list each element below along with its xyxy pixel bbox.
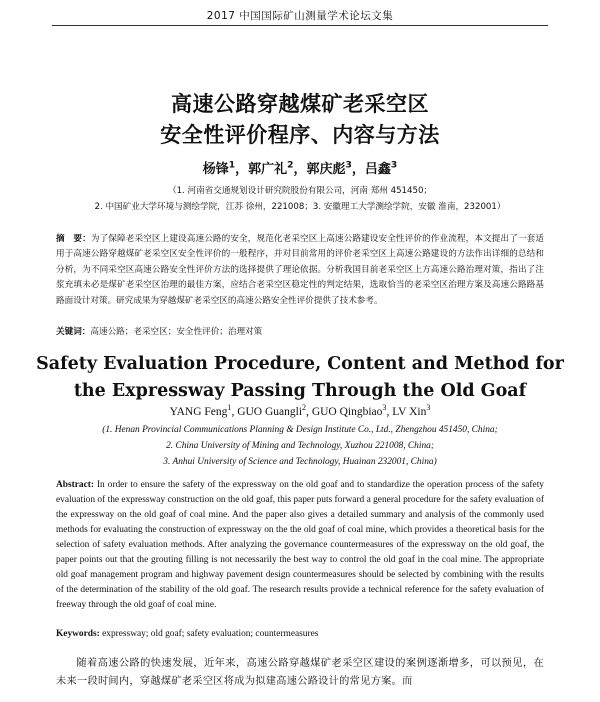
cn-abstract (56, 232, 544, 309)
en-author-mark: 3 (382, 403, 387, 413)
cn-keywords-text: 高速公路；老采空区；安全性评价；治理对策 (90, 327, 263, 337)
en-author: YANG Feng (169, 406, 228, 418)
en-keywords-label: Keywords: (56, 629, 100, 639)
cn-affiliation-line-2: 2. 中国矿业大学环境与测绘学院，江苏 徐州，221008；3. 安徽理工大学测绘学院，安徽 淮南，232001） (94, 202, 506, 212)
en-affiliation-line-1: (1. Henan Provincial Communications Planning & Design Institute Co., Ltd., Zhengzhou 451450, China; (102, 425, 498, 435)
cn-abstract-label: 摘 要： (56, 234, 91, 244)
running-head: 2017 中国国际矿山测量学术论坛文集 (206, 10, 394, 22)
cn-title-line-1: 高速公路穿越煤矿老采空区 (171, 92, 429, 116)
en-author: LV Xin (392, 406, 427, 418)
header-rule (52, 25, 548, 26)
cn-title-line-2: 安全性评价程序、内容与方法 (160, 123, 440, 147)
cn-keywords-label: 关键词： (56, 327, 91, 337)
en-title-line-1: Safety Evaluation Procedure, Content and Method for (36, 354, 564, 374)
cn-author: 吕鑫 (364, 162, 391, 177)
en-keywords-text: expressway; old goaf; safety evaluation; countermeasures (102, 629, 319, 639)
en-title-line-2: the Expressway Passing Through the Old Goaf (73, 381, 527, 401)
en-author: GUO Guangli (237, 406, 303, 418)
cn-author-mark: 3 (345, 160, 352, 171)
en-affiliation-line-3: 3. Anhui University of Science and Technology, Huainan 232001, China) (163, 457, 437, 467)
body-paragraph: 随着高速公路的快速发展，近年来，高速公路穿越煤矿老采空区建设的案例逐渐增多，可以预见，在未来一段时间内，穿越煤矿老采空区将成为拟建高速公路设计的常见方案。而 (56, 658, 544, 687)
cn-author-list: 杨锋$^1$，郭广礼$^2$，郭庆彪$^3$，吕鑫$^3$ (202, 160, 398, 177)
cn-author: 郭广礼 (248, 162, 288, 177)
en-abstract-text: In order to ensure the safety of the expressway on the old goaf and to standardize the operation process of the safety evaluation of the expressway construction on the old goaf, this paper puts forward a general procedure for the safety evaluation of the expressway on the old goaf of coal mine. And the paper also gives a detailed summary and analysis of the commonly used methods for evaluating the construction of expressway on the the old goaf of coal mine, which provides a theoretical basis for the selection of safety evaluation methods. After analyzing the governance countermeasures of the expressway on the old goaf, the paper points out that the grouting filling is not necessarily the best way to control the old goaf in the coal mine. The appropriate old goaf management program and highway pavement design countermeasures should be selected by combining with the results of the determination of the stability of the old goaf. The research results provide a technical reference for the safety evaluation of freeway through the old goaf of coal mine. (56, 480, 544, 610)
cn-author: 郭庆彪 (306, 162, 346, 177)
en-abstract (56, 478, 544, 613)
en-author-mark: 3 (426, 403, 431, 413)
cn-author-mark: 3 (390, 160, 398, 171)
cn-abstract-text: 为了保障老采空区上建设高速公路的安全，规范化老采空区上高速公路建设安全性评价的作业流程，本文提出了一套适用于高速公路穿越煤矿老采空区安全性评价的一般程序，并对目前常用的评价老采空区上高速公路建设的方法作出详细的总结和分析，为不同采空区高速公路安全性评价方法的选择提供了理论依据。分析我国目前老采空区上方高速公路治理对策，指出了注浆充填未必是煤矿老采空区治理的最佳方案，应结合老采空区稳定性的判定结果，选取恰当的老采空区治理方案及高速公路路基路面设计对策。研究成果为穿越煤矿老采空区的高速公路安全性评价提供了技术参考。 (56, 234, 544, 306)
en-affiliation-line-2: 2. China University of Mining and Technology, Xuzhou 221008, China; (166, 441, 434, 451)
en-abstract-label: Abstract: (56, 480, 95, 490)
cn-keywords (56, 325, 544, 337)
en-author-mark: 2 (302, 403, 307, 413)
en-author-mark: 1 (227, 403, 232, 413)
en-author-list: YANG Feng$^1$, GUO Guangli$^2$, GUO Qingbiao$^3$, LV Xin$^3$ (169, 403, 431, 418)
en-author: GUO Qingbiao (311, 406, 383, 418)
cn-author: 杨锋 (202, 162, 229, 177)
cn-author-mark: 2 (287, 160, 294, 171)
cn-author-mark: 1 (228, 160, 236, 171)
en-keywords (56, 629, 544, 639)
cn-affiliation-line-1: （1. 河南省交通规划设计研究院股份有限公司，河南 郑州 451450； (167, 186, 433, 196)
